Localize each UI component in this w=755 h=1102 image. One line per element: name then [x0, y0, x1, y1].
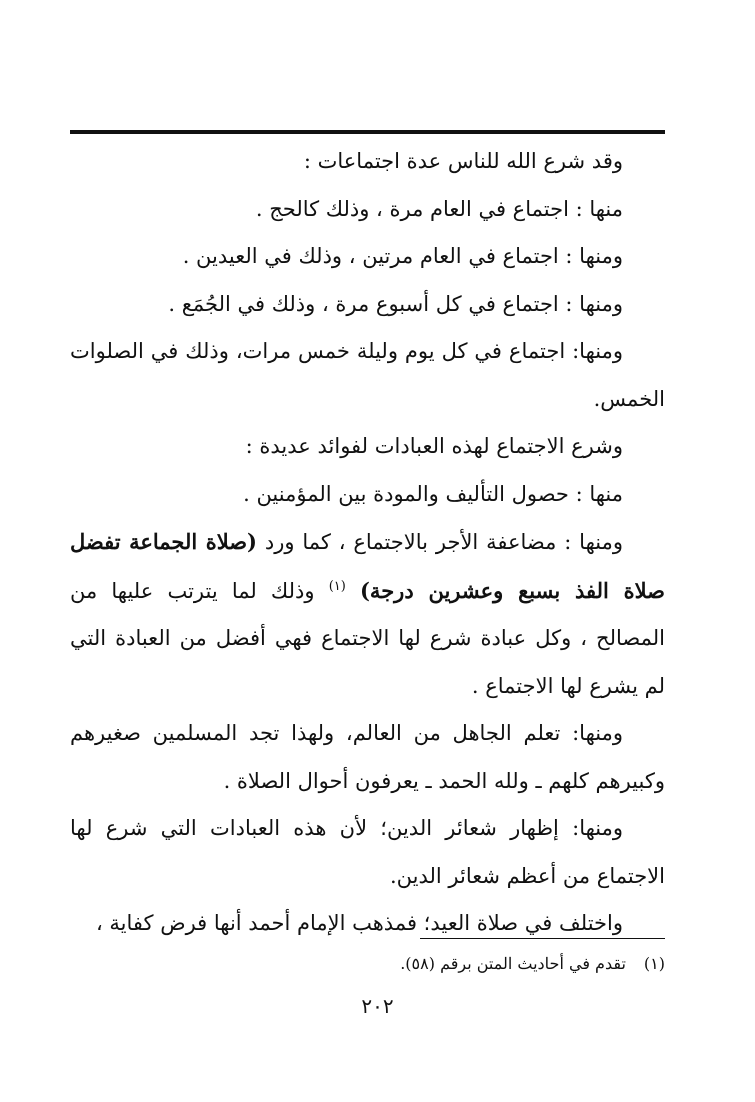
- paragraph-text: وذلك لما يترتب عليها من المصالح ، وكل عبادة شرع لها الاجتماع فهي أفضل من العبادة التي لم يشرع لها الاجتماع .: [70, 578, 665, 698]
- paragraph: ومنها: إظهار شعائر الدين؛ لأن هذه العبادات التي شرع لها الاجتماع من أعظم شعائر الدين.: [70, 816, 665, 888]
- paragraph: ومنها : اجتماع في كل أسبوع مرة ، وذلك في الجُمَع .: [168, 291, 623, 316]
- hadith-quote: (صلاة الجماعة تفضل صلاة الفذ بسبع وعشرين درجة): [70, 529, 665, 603]
- footnote-number: (١): [643, 954, 665, 973]
- paragraph: ومنها : اجتماع في العام مرتين ، وذلك في العيدين .: [182, 244, 623, 268]
- footnote: [70, 952, 665, 976]
- paragraph: وقد شرع الله للناس عدة اجتماعات :: [303, 149, 623, 173]
- paragraph-with-hadith: [70, 518, 665, 710]
- paragraph: وشرع الاجتماع لهذه العبادات لفوائد عديدة :: [245, 434, 623, 458]
- paragraph-text: ومنها : مضاعفة الأجر بالاجتماع ، كما ورد: [257, 530, 623, 554]
- paragraph: واختلف في صلاة العيد؛ فمذهب الإمام أحمد أنها فرض كفاية ،: [95, 911, 623, 935]
- paragraph: ومنها: تعلم الجاهل من العالم، ولهذا تجد المسلمين صغيرهم وكبيرهم كلهم ـ ولله الحمد ـ يعرفون أحوال الصلاة .: [70, 721, 665, 793]
- paragraph: ومنها: اجتماع في كل يوم وليلة خمس مرات، وذلك في الصلوات الخمس.: [70, 339, 665, 411]
- main-text: [70, 138, 665, 948]
- paragraph: منها : حصول التأليف والمودة بين المؤمنين .: [243, 481, 623, 506]
- footnote-reference: (١): [328, 578, 346, 594]
- footnote-text: تقدم في أحاديث المتن برقم (٥٨).: [400, 954, 626, 973]
- header-rule: [70, 130, 665, 134]
- paragraph: منها : اجتماع في العام مرة ، وذلك كالحج .: [255, 196, 623, 221]
- footnote-rule: [420, 938, 665, 939]
- page-number: ٢٠٢: [361, 994, 394, 1018]
